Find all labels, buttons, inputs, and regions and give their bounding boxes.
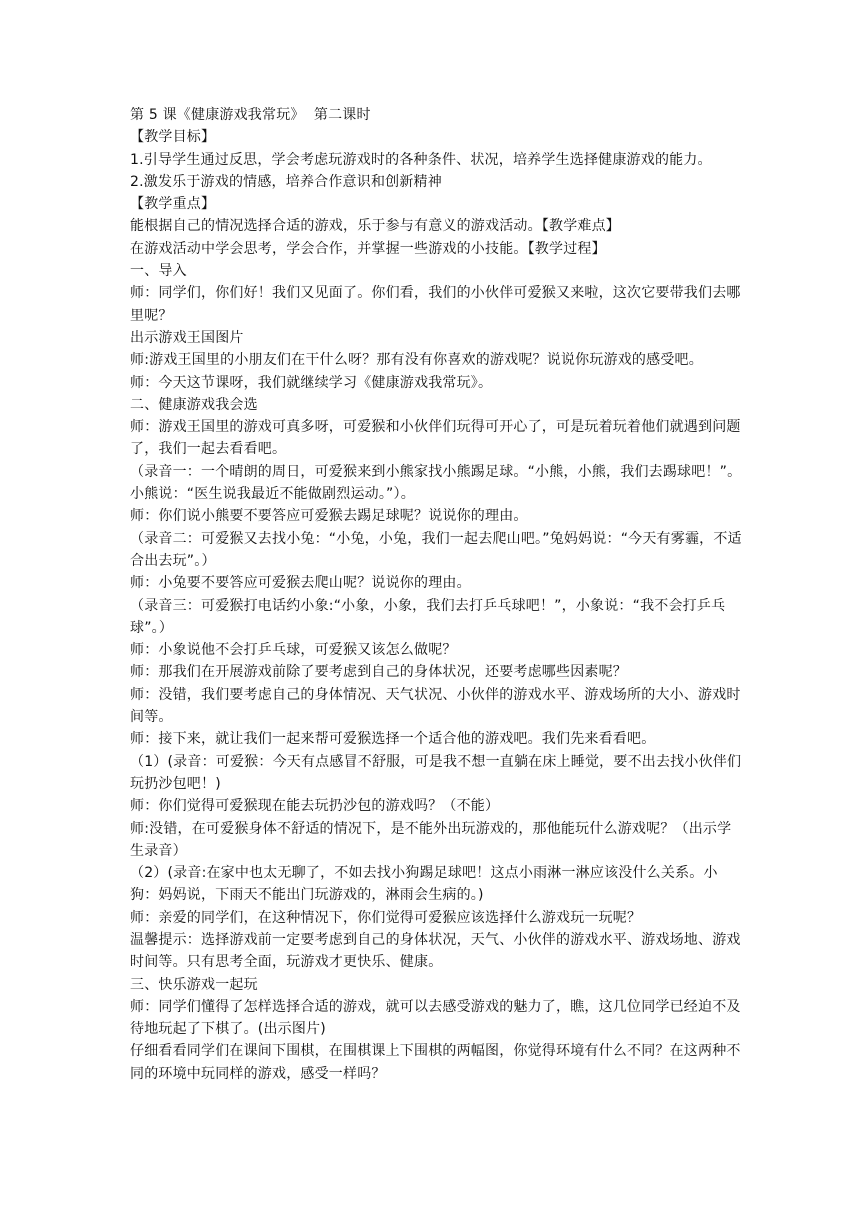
paragraph: 师:游戏王国里的小朋友们在干什么呀？那有没有你喜欢的游戏呢？说说你玩游戏的感受吧。 xyxy=(130,352,703,369)
paragraph: 师：你们说小熊要不要答应可爱猴去踢足球呢？说说你的理由。 xyxy=(130,508,528,525)
section-heading-key-points: 【教学重点】 xyxy=(130,196,216,213)
paragraph: 师：那我们在开展游戏前除了要考虑到自己的身体状况，还要考虑哪些因素呢？ xyxy=(130,664,627,681)
section-heading-play: 三、快乐游戏一起玩 xyxy=(130,976,258,993)
paragraph: 师：你们觉得可爱猴现在能去玩扔沙包的游戏吗？（不能） xyxy=(130,798,500,815)
document-page xyxy=(130,104,742,1085)
paragraph: 师:没错，在可爱猴身体不舒适的情况下，是不能外出玩游戏的，那他能玩什么游戏呢？（出示学生录音） xyxy=(130,820,732,859)
paragraph: 师：小兔要不要答应可爱猴去爬山呢？说说你的理由。 xyxy=(130,575,471,592)
paragraph: 师：亲爱的同学们，在这种情况下，你们觉得可爱猴应该选择什么游戏玩一玩呢？ xyxy=(130,909,642,926)
paragraph: 仔细看看同学们在课间下围棋，在围棋课上下围棋的两幅图，你觉得环境有什么不同？在这两种不同的环境中玩同样的游戏，感受一样吗？ xyxy=(130,1043,741,1082)
paragraph: （2）(录音:在家中也太无聊了，不如去找小狗踢足球吧！这点小雨淋一淋应该没什么关系。小狗：妈妈说，下雨天不能出门玩游戏的，淋雨会生病的。) xyxy=(130,865,718,904)
section-heading-intro: 一、导入 xyxy=(130,263,187,280)
paragraph: 师：同学们，你们好！我们又见面了。你们看，我们的小伙伴可爱猴又来啦，这次它要带我们去哪里呢？ xyxy=(130,285,741,324)
paragraph: （录音三：可爱猴打电话约小象:“小象，小象，我们去打乒乓球吧！”，小象说：“我不会打乒乓球”。） xyxy=(130,597,726,636)
paragraph: 温馨提示：选择游戏前一定要考虑到自己的身体状况，天气、小伙伴的游戏水平、游戏场地、游戏时间等。只有思考全面，玩游戏才更快乐、健康。 xyxy=(130,931,741,971)
paragraph: 师：没错，我们要考虑自己的身体情况、天气状况、小伙伴的游戏水平、游戏场所的大小、游戏时间等。 xyxy=(130,686,741,726)
paragraph: 1.引导学生通过反思，学会考虑玩游戏时的各种条件、状况，培养学生选择健康游戏的能力。 xyxy=(130,151,712,168)
paragraph: （录音一：一个晴朗的周日，可爱猴来到小熊家找小熊踢足球。“小熊，小熊，我们去踢球吧！”。小熊说：“医生说我最近不能做剧烈运动。”）。 xyxy=(130,463,742,503)
paragraph: 师：游戏王国里的游戏可真多呀，可爱猴和小伙伴们玩得可开心了，可是玩着玩着他们就遇到问题了，我们一起去看看吧。 xyxy=(130,419,741,458)
section-heading-choose: 二、健康游戏我会选 xyxy=(130,396,258,413)
section-heading-objectives: 【教学目标】 xyxy=(130,129,216,146)
paragraph: 师：小象说他不会打乒乓球，可爱猴又该怎么做呢？ xyxy=(130,642,457,659)
lesson-title: 第 5 课《健康游戏我常玩》 第二课时 xyxy=(130,107,371,123)
paragraph: 出示游戏王国图片 xyxy=(130,329,244,346)
paragraph: 2.激发乐于游戏的情感，培养合作意识和创新精神 xyxy=(130,173,442,190)
paragraph: 师：接下来，就让我们一起来帮可爱猴选择一个适合他的游戏吧。我们先来看看吧。 xyxy=(130,731,656,748)
paragraph: 师：今天这节课呀，我们就继续学习《健康游戏我常玩》。 xyxy=(130,374,493,391)
paragraph: 师：同学们懂得了怎样选择合适的游戏，就可以去感受游戏的魅力了，瞧，这几位同学已经迫不及待地玩起了下棋了。(出示图片) xyxy=(130,998,741,1038)
paragraph: （1）(录音：可爱猴：今天有点感冒不舒服，可是我不想一直躺在床上睡觉，要不出去找小伙伴们玩扔沙包吧！) xyxy=(130,753,742,792)
paragraph: （录音二：可爱猴又去找小兔：“小兔，小兔，我们一起去爬山吧。”兔妈妈说：“今天有雾霾，不适合出去玩”。） xyxy=(130,530,742,569)
paragraph: 能根据自己的情况选择合适的游戏，乐于参与有意义的游戏活动。【教学难点】 xyxy=(130,218,620,235)
paragraph: 在游戏活动中学会思考，学会合作，并掌握一些游戏的小技能。【教学过程】 xyxy=(130,240,606,257)
